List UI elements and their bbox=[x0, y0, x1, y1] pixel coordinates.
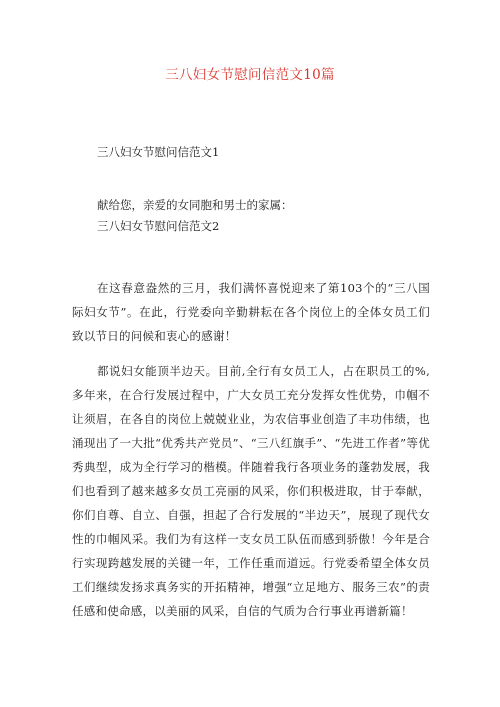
section-heading-1: 三八妇女节慰问信范文1 bbox=[97, 145, 220, 159]
document-title: 三八妇女节慰问信范文10篇 bbox=[165, 67, 335, 83]
greeting-line: 献给您，亲爱的女同胞和男士的家属： bbox=[97, 198, 293, 212]
section-heading-2: 三八妇女节慰问信范文2 bbox=[97, 219, 220, 233]
body-paragraph-2: 都说妇女能顶半边天。目前,全行有女员工人，占在职员工的%,多年来，在合行发展过程中，广大女员工充分发挥女性优势，巾帼不让须眉，在各自的岗位上兢兢业业，为农信事业创造了丰功伟绩，也涌现出了一大批“优秀共产党员”、“三八红旗手”、“先进工作者”等优秀典型，成为全行学习的楷模。伴随着我行各项业务的蓬勃发展，我们也看到了越来越多女员工亮丽的风采，你们积极进取，甘于奉献，你们自尊、自立、自强，担起了合行发展的“半边天”，展现了现代女性的巾帼风采。我们为有这样一支女员工队伍而感到骄傲！今年是合行实现跨越发展的关键一年，工作任重而道远。行党委希望全体女员工们继续发扬求真务实的开拓精神，增强“立足地方、服务三农”的责任感和使命感，以美丽的风采，自信的气质为合行事业再谱新篇！ bbox=[72, 363, 430, 618]
body-paragraph-1: 在这春意盎然的三月，我们满怀喜悦迎来了第103个的“三八国际妇女节”。在此，行党委向辛勤耕耘在各个岗位上的全体女员工们致以节日的问候和衷心的感谢！ bbox=[72, 280, 430, 343]
